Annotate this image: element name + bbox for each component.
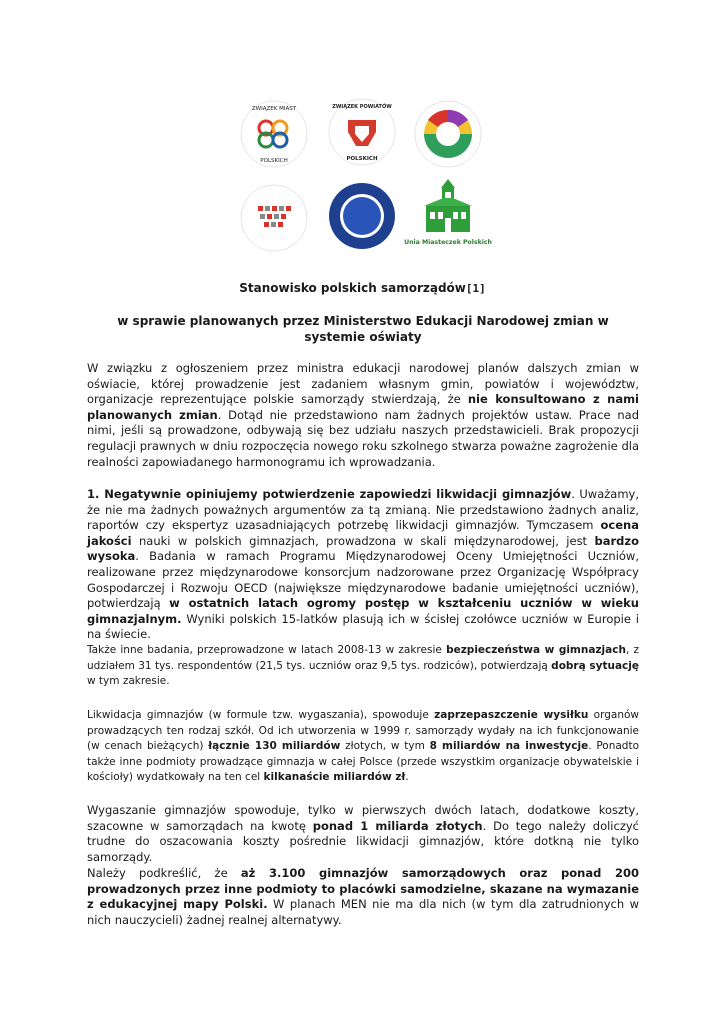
paragraph-2: 1. Negatywnie opiniujemy potwierdzenie zapowiedzi likwidacji gimnazjów. Uważamy, że nie ma żadnych poważnych argumentów za tą zmianą. Nie przedstawiono żadnych analiz, raportów czy ekspertyz uzasadniających potrzebę likwidacji gimnazjów. Tymczasem ocena jakości nauki w polskich gimnazjach, prowadzona w skali międzynarodowej, jest bardzo wysoka. Badania w ramach Programu Międzynarodowej Oceny Umiejętności Uczniów, realizowane przez międzynarodowe konsorcjum nadzorowane przez Organizację Współpracy Gospodarczej i Rozwoju OECD (największe międzynarodowe badanie umiejętności uczniów), potwierdzają w ostatnich latach ogromy postęp w kształceniu uczniów w wieku gimnazjalnym. Wyniki polskich 15-latków plasują ich w ścisłej czołówce uczniów w Europie i na świecie.	[87, 487, 639, 642]
document-title-text: Stanowisko polskich samorządów	[239, 281, 466, 295]
zmp-logo-top-text: ZWIĄZEK MIAST	[251, 106, 297, 112]
document-title	[0, 281, 725, 295]
paragraph-4: Likwidacja gimnazjów (w formule tzw. wygaszania), spowoduje zaprzepaszczenie wysiłku organów prowadzących ten rodzaj szkół. Od ich utworzenia w 1999 r. samorządy wydały na ich funkcjonowanie (w cenach bieżących) łącznie 130 miliardów złotych, w tym 8 miliardów na inwestycje. Ponadto także inne podmioty prowadzące gimnazja w całej Polsce (przede wszystkim organizacje obywatelskie i kościoły) wydatkowały na ten cel kilkanaście miliardów zł.	[87, 709, 639, 784]
paragraph-5: Wygaszanie gimnazjów spowoduje, tylko w pierwszych dwóch latach, dodatkowe koszty, szacowne w samorządach na kwotę ponad 1 miliarda złotych. Do tego należy doliczyć trudne do oszacowania koszty pośrednie likwidacji gimnazjów, które dotkną nie tylko samorządy.	[87, 803, 639, 864]
paragraph-3: Także inne badania, przeprowadzone w latach 2008-13 w zakresie bezpieczeństwa w gimnazjach, z udziałem 31 tys. respondentów (21,5 tys. uczniów oraz 9,5 tys. rodziców), potwierdzają dobrą sytuację w tym zakresie.	[87, 644, 640, 688]
zpp-logo-top-text: ZWIĄZEK POWIATÓW	[332, 104, 392, 110]
unia-miasteczek-caption: Unia Miasteczek Polskich	[404, 239, 492, 246]
zmp-logo	[240, 100, 308, 168]
unia-miasteczek-logo	[404, 176, 492, 248]
zgw-logo	[414, 100, 482, 168]
logo-header	[0, 0, 725, 262]
zwrp-logo	[240, 184, 308, 252]
paragraph-6: Należy podkreślić, że aż 3.100 gimnazjów samorządowych oraz ponad 200 prowadzonych przez inne podmioty to placówki samodzielne, skazane na wymazanie z edukacyjnej mapy Polski. W planach MEN nie ma dla nich (w tym dla zatrudnionych w nich nauczycieli) żadnej realnej alternatywy.	[87, 866, 640, 927]
zpp-logo	[328, 98, 396, 166]
zpp-logo-bottom-text: POLSKICH	[346, 156, 378, 162]
document-subtitle: w sprawie planowanych przez Ministerstwo Edukacji Narodowej zmian w systemie oświaty	[117, 314, 609, 344]
footnote-ref-link[interactable]: [1]	[465, 282, 486, 295]
paragraph-1: W związku z ogłoszeniem przez ministra edukacji narodowej planów dalszych zmian w oświacie, której prowadzenie jest zadaniem własnym gmin, powiatów i województw, organizacje reprezentujące polskie samorządy stwierdzają, że nie konsultowano z nami planowanych zmian. Dotąd nie przedstawiono nam żadnych projektów ustaw. Prace nad nimi, jeśli są prowadzone, odbywają się bez udziału naszych przedstawicieli. Brak propozycji regulacji prawnych w dniu rozpoczęcia nowego roku szkolnego stwarza poważne zagrożenie dla realności zapowiadanego harmonogramu ich wprowadzania.	[87, 361, 639, 469]
ump-metropolie-logo	[328, 182, 396, 250]
zmp-logo-bottom-text: POLSKICH	[260, 158, 288, 164]
